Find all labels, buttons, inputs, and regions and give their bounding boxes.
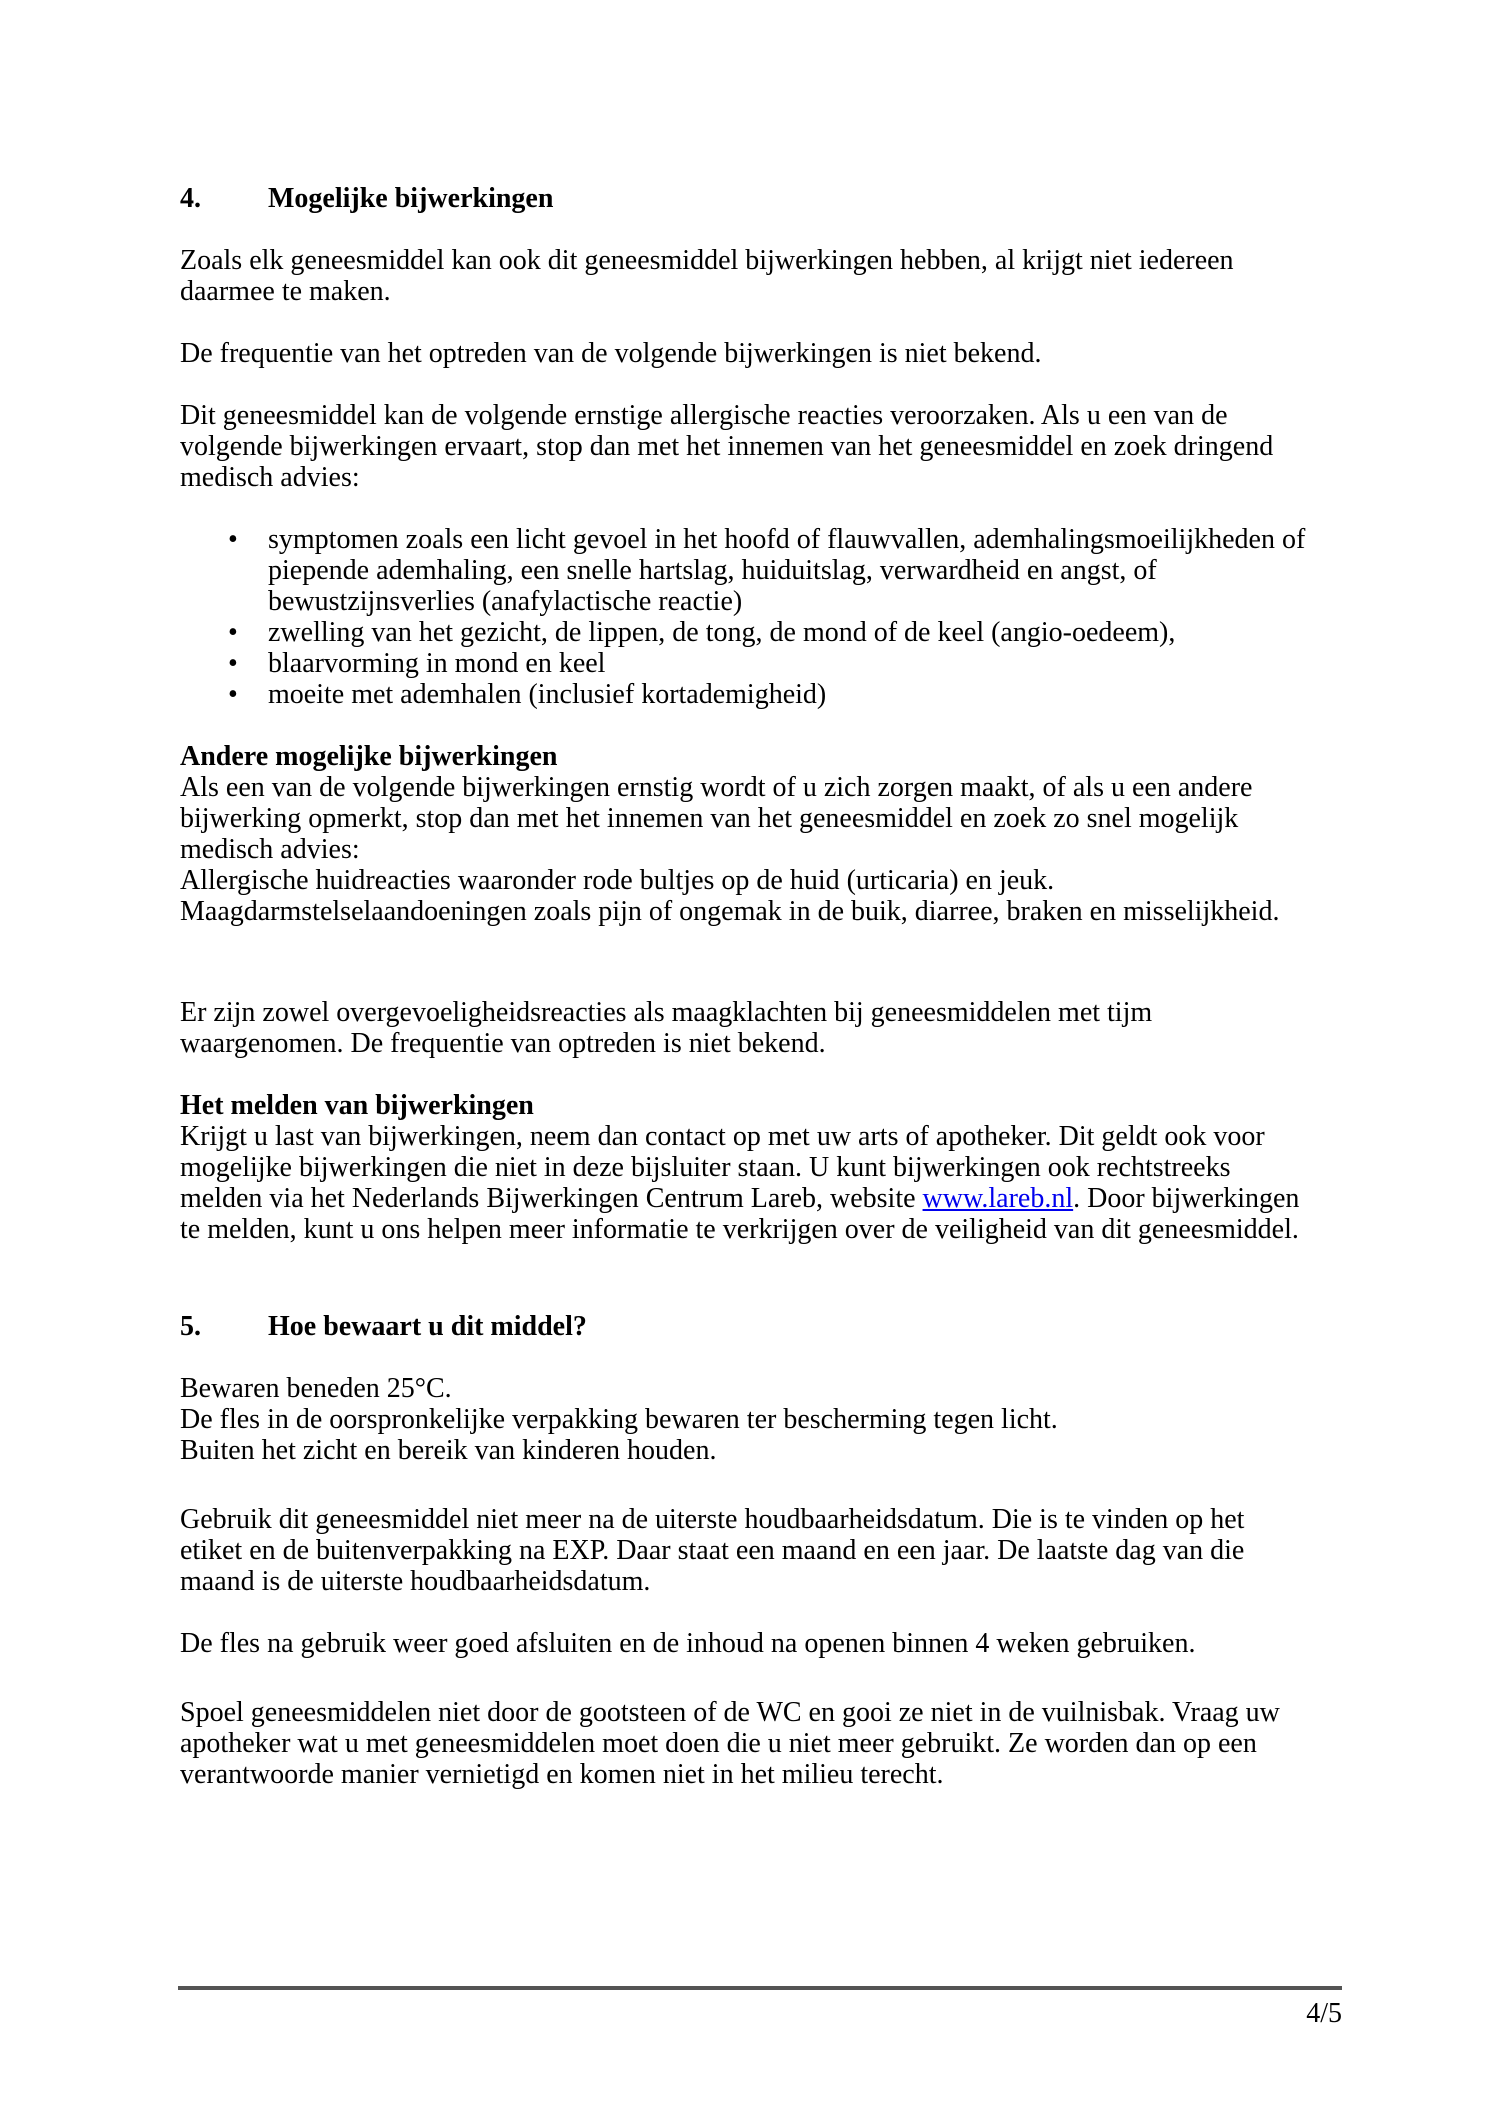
line-keep-from-children: Buiten het zicht en bereik van kinderen houden. — [180, 1435, 717, 1466]
paragraph-thyme-observations: Er zijn zowel overgevoeligheidsreacties als maagklachten bij geneesmiddelen met tijm waargenomen. De frequentie van optreden is niet bekend. — [180, 997, 1153, 1059]
list-item-blistering: • blaarvorming in mond en keel — [268, 648, 1310, 679]
section-4-number: 4. — [180, 183, 201, 214]
line-store-original-packaging: De fles in de oorspronkelijke verpakking bewaren ter bescherming tegen licht. — [180, 1404, 1058, 1435]
footer-divider — [178, 1986, 1342, 1990]
list-item-anaphylaxis: • symptomen zoals een licht gevoel in het hoofd of flauwvallen, ademhalingsmoeilijkheden of piepende ademhaling, een snelle hartslag, huiduitslag, verwardheid en angst, of bewustzijnsverlies (anafylactische reactie) — [268, 524, 1310, 617]
list-item-swelling: • zwelling van het gezicht, de lippen, de tong, de mond of de keel (angio-oedeem), — [268, 617, 1310, 648]
page-content — [180, 183, 1310, 1790]
section-4-heading — [180, 183, 1310, 214]
paragraph-frequency-unknown: De frequentie van het optreden van de volgende bijwerkingen is niet bekend. — [180, 338, 1042, 369]
paragraph-serious-reactions: Dit geneesmiddel kan de volgende ernstige allergische reacties veroorzaken. Als u een van de volgende bijwerkingen ervaart, stop dan met het innemen van het geneesmiddel en zoek dringend medisch advies: — [180, 400, 1274, 493]
section-4-title: Mogelijke bijwerkingen — [268, 183, 554, 214]
paragraph-expiry-date: Gebruik dit geneesmiddel niet meer na de uiterste houdbaarheidsdatum. Die is te vinden op het etiket en de buitenverpakking na EXP. Daar staat een maand en een jaar. De laatste dag van die maand is de uiterste houdbaarheidsdatum. — [180, 1504, 1245, 1597]
paragraph-side-effects-intro: Zoals elk geneesmiddel kan ook dit geneesmiddel bijwerkingen hebben, al krijgt niet iedereen daarmee te maken. — [180, 245, 1234, 307]
section-5-number: 5. — [180, 1311, 201, 1342]
line-allergic-skin-reactions: Allergische huidreacties waaronder rode bultjes op de huid (urticaria) en jeuk. — [180, 865, 1055, 896]
section-5-title: Hoe bewaart u dit middel? — [268, 1311, 587, 1342]
serious-symptoms-list — [180, 524, 1310, 710]
reporting-text-before-link: Krijgt u last van bijwerkingen, neem dan contact op met uw arts of apotheker. Dit geldt ook voor mogelijke bijwerkingen die niet in deze bijsluiter staan. U kunt bijwerkingen ook rechtstreeks melden via het Nederlands Bijwerkingen Centrum Lareb, website — [180, 1121, 1265, 1214]
page-number: 4/5 — [1306, 1998, 1342, 2029]
line-store-below-25c: Bewaren beneden 25°C. — [180, 1373, 452, 1404]
paragraph-other-side-effects: Als een van de volgende bijwerkingen ernstig wordt of u zich zorgen maakt, of als u een andere bijwerking opmerkt, stop dan met het innemen van het geneesmiddel en zoek zo snel mogelijk medisch advies: — [180, 772, 1253, 865]
reporting-side-effects-heading: Het melden van bijwerkingen — [180, 1090, 534, 1121]
list-item-breathing: • moeite met ademhalen (inclusief kortademigheid) — [268, 679, 1310, 710]
paragraph-disposal: Spoel geneesmiddelen niet door de gootsteen of de WC en gooi ze niet in de vuilnisbak. Vraag uw apotheker wat u met geneesmiddelen moet doen die u niet meer gebruikt. Ze worden dan op een verantwoorde manier vernietigd en komen niet in het milieu terecht. — [180, 1697, 1280, 1790]
paragraph-close-bottle: De fles na gebruik weer goed afsluiten en de inhoud na openen binnen 4 weken gebruiken. — [180, 1628, 1196, 1659]
lareb-website-link[interactable]: www.lareb.nl — [922, 1183, 1074, 1214]
line-gastrointestinal: Maagdarmstelselaandoeningen zoals pijn of ongemak in de buik, diarree, braken en misselijkheid. — [180, 896, 1280, 927]
section-5-heading — [180, 1311, 1310, 1342]
reporting-text-after-link: . Door bijwerkingen te melden, kunt u ons helpen meer informatie te verkrijgen over de veiligheid van dit geneesmiddel. — [180, 1183, 1300, 1245]
paragraph-reporting — [180, 1121, 1310, 1245]
other-side-effects-heading: Andere mogelijke bijwerkingen — [180, 741, 558, 772]
